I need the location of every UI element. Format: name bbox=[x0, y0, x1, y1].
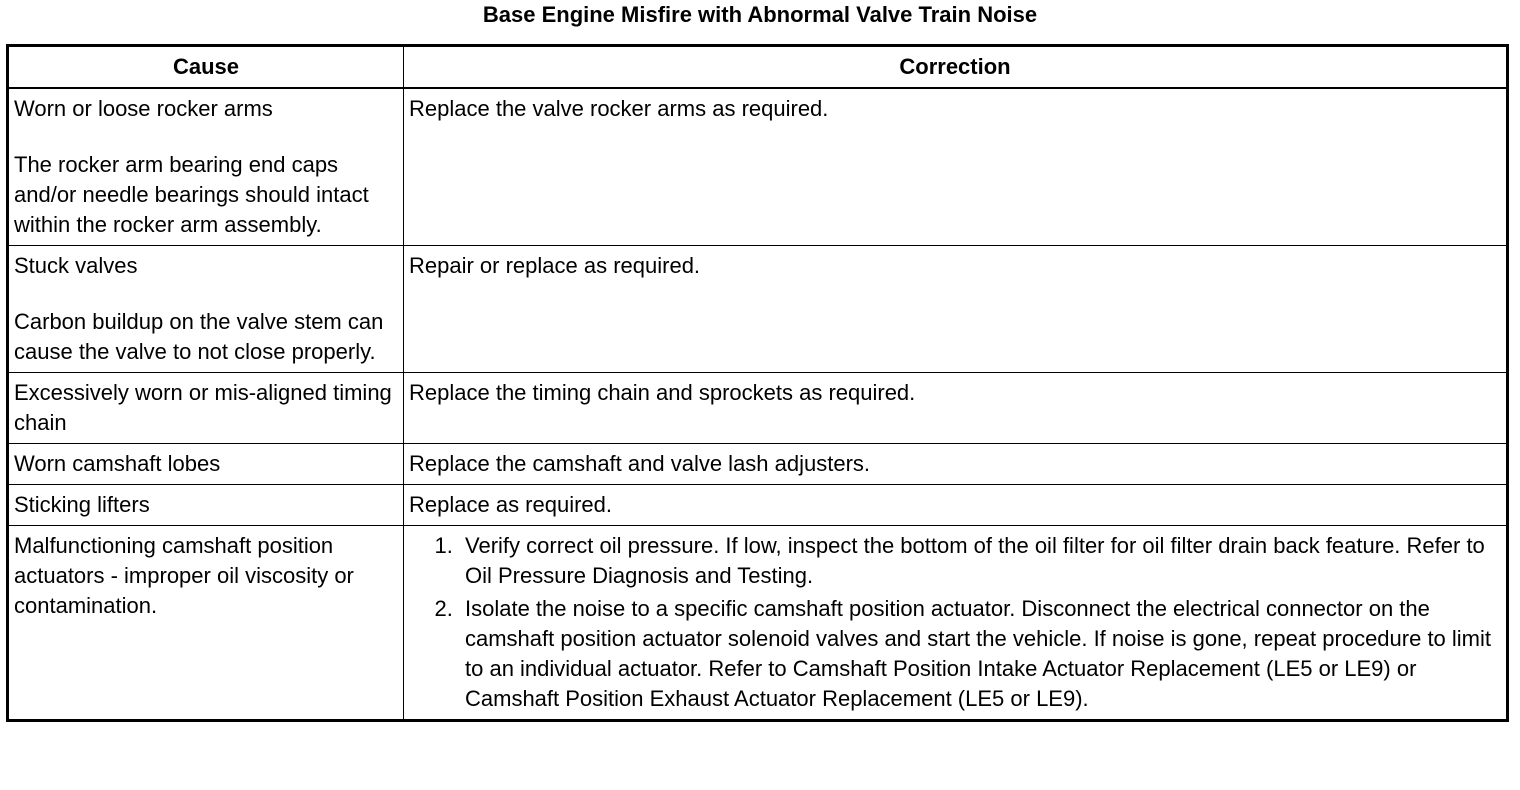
correction-steps bbox=[409, 531, 1506, 714]
cause-detail: The rocker arm bearing end caps and/or needle bearings should intact within the rocker arm assembly. bbox=[14, 152, 369, 237]
diagnosis-table bbox=[6, 44, 1509, 722]
header-correction: Correction bbox=[404, 46, 1508, 89]
correction-cell bbox=[404, 485, 1508, 526]
cause-text: Worn camshaft lobes bbox=[14, 451, 221, 476]
correction-text: Replace the valve rocker arms as required. bbox=[409, 96, 829, 121]
correction-cell bbox=[404, 526, 1508, 721]
cause-cell bbox=[8, 88, 404, 246]
correction-cell bbox=[404, 373, 1508, 444]
table-row bbox=[8, 526, 1508, 721]
correction-text: Repair or replace as required. bbox=[409, 253, 701, 278]
table-header-row bbox=[8, 46, 1508, 89]
correction-text: Replace as required. bbox=[409, 492, 613, 517]
cause-cell bbox=[8, 485, 404, 526]
cause-detail: Carbon buildup on the valve stem can cause the valve to not close properly. bbox=[14, 309, 384, 364]
correction-step: 2. Isolate the noise to a specific camshaft position actuator. Disconnect the electrical connector on the camshaft position actuator solenoid valves and start the vehicle. If noise is gone, repeat procedure to limit to an individual actuator. Refer to Camshaft Position Intake Actuator Replacement (LE5 or LE9) or Camshaft Position Exhaust Actuator Replacement (LE5 or LE9). bbox=[459, 594, 1506, 714]
cause-text: Sticking lifters bbox=[14, 492, 150, 517]
correction-cell bbox=[404, 246, 1508, 373]
correction-cell bbox=[404, 88, 1508, 246]
page-title: Base Engine Misfire with Abnormal Valve Train Noise bbox=[482, 2, 1038, 27]
table-row bbox=[8, 246, 1508, 373]
table-row bbox=[8, 444, 1508, 485]
cause-text: Worn or loose rocker arms bbox=[14, 96, 273, 121]
table-row bbox=[8, 373, 1508, 444]
cause-text: Excessively worn or mis-aligned timing chain bbox=[14, 380, 392, 435]
table-row bbox=[8, 88, 1508, 246]
cause-text: Stuck valves bbox=[14, 253, 138, 278]
correction-cell bbox=[404, 444, 1508, 485]
cause-cell bbox=[8, 526, 404, 721]
cause-cell bbox=[8, 373, 404, 444]
correction-step: 1. Verify correct oil pressure. If low, inspect the bottom of the oil filter for oil filter drain back feature. Refer to Oil Pressure Diagnosis and Testing. bbox=[459, 531, 1506, 591]
correction-text: Replace the camshaft and valve lash adjusters. bbox=[409, 451, 871, 476]
cause-cell bbox=[8, 444, 404, 485]
cause-cell bbox=[8, 246, 404, 373]
correction-text: Replace the timing chain and sprockets as required. bbox=[409, 380, 916, 405]
header-cause: Cause bbox=[8, 46, 404, 89]
cause-text: Malfunctioning camshaft position actuators - improper oil viscosity or contamination. bbox=[14, 533, 354, 618]
table-row bbox=[8, 485, 1508, 526]
